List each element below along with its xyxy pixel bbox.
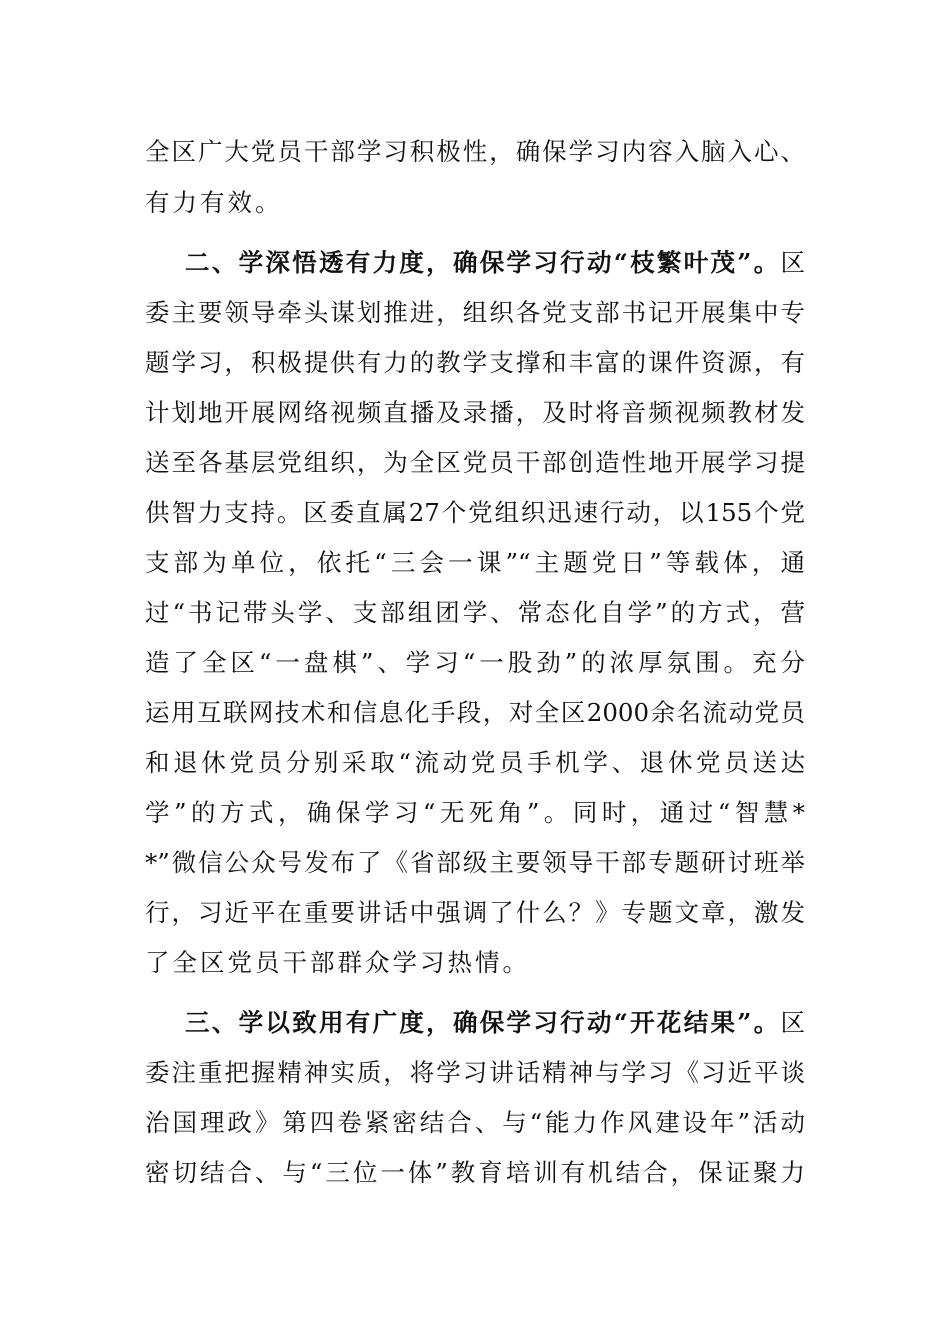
paragraph-2-line: 计划地开展网络视频直播及录播，及时将音频视频教材发 <box>145 398 805 427</box>
paragraph-2-line: 造了全区“一盘棋”、学习“一股劲”的浓厚氛围。充分 <box>145 648 805 677</box>
paragraph-2-line: 行，习近平在重要讲话中强调了什么？》专题文章，激发 <box>145 898 805 927</box>
paragraph-1-line-2: 有力有效。 <box>145 188 283 217</box>
paragraph-3-heading: 三、学以致用有广度，确保学习行动“开花结果”。 <box>185 1008 781 1037</box>
paragraph-3-line: 密切结合、与“三位一体”教育培训有机结合，保证聚力 <box>145 1158 805 1187</box>
paragraph-2-line: 题学习，积极提供有力的教学支撑和丰富的课件资源，有 <box>145 348 805 377</box>
paragraph-2-line: *”微信公众号发布了《省部级主要领导干部专题研讨班举 <box>145 848 805 877</box>
paragraph-2-line: 供智力支持。区委直属27个党组织迅速行动，以155个党 <box>145 498 805 527</box>
paragraph-1-line-1: 全区广大党员干部学习积极性，确保学习内容入脑入心、 <box>145 137 805 166</box>
paragraph-3-line: 委注重把握精神实质，将学习讲话精神与学习《习近平谈 <box>145 1058 805 1087</box>
paragraph-2-first-line <box>185 238 805 288</box>
paragraph-2-heading: 二、学深悟透有力度，确保学习行动“枝繁叶茂”。 <box>185 248 781 277</box>
paragraph-2-line: 委主要领导牵头谋划推进，组织各党支部书记开展集中专 <box>145 298 805 327</box>
paragraph-3-heading-tail: 区 <box>780 1008 805 1037</box>
paragraph-2-line: 支部为单位，依托“三会一课”“主题党日”等载体，通 <box>145 548 805 577</box>
paragraph-2-line: 学”的方式，确保学习“无死角”。同时，通过“智慧* <box>145 798 805 827</box>
paragraph-2-line: 了全区党员干部群众学习热情。 <box>145 948 530 977</box>
paragraph-2-line: 运用互联网技术和信息化手段，对全区2000余名流动党员 <box>145 698 805 727</box>
paragraph-2-heading-tail: 区 <box>780 248 805 277</box>
paragraph-2-line: 和退休党员分别采取“流动党员手机学、退休党员送达 <box>145 748 805 777</box>
paragraph-3-line: 治国理政》第四卷紧密结合、与“能力作风建设年”活动 <box>145 1108 805 1137</box>
paragraph-3-first-line <box>185 998 805 1048</box>
paragraph-2-line: 过“书记带头学、支部组团学、常态化自学”的方式，营 <box>145 598 805 627</box>
paragraph-2-line: 送至各基层党组织，为全区党员干部创造性地开展学习提 <box>145 448 805 477</box>
